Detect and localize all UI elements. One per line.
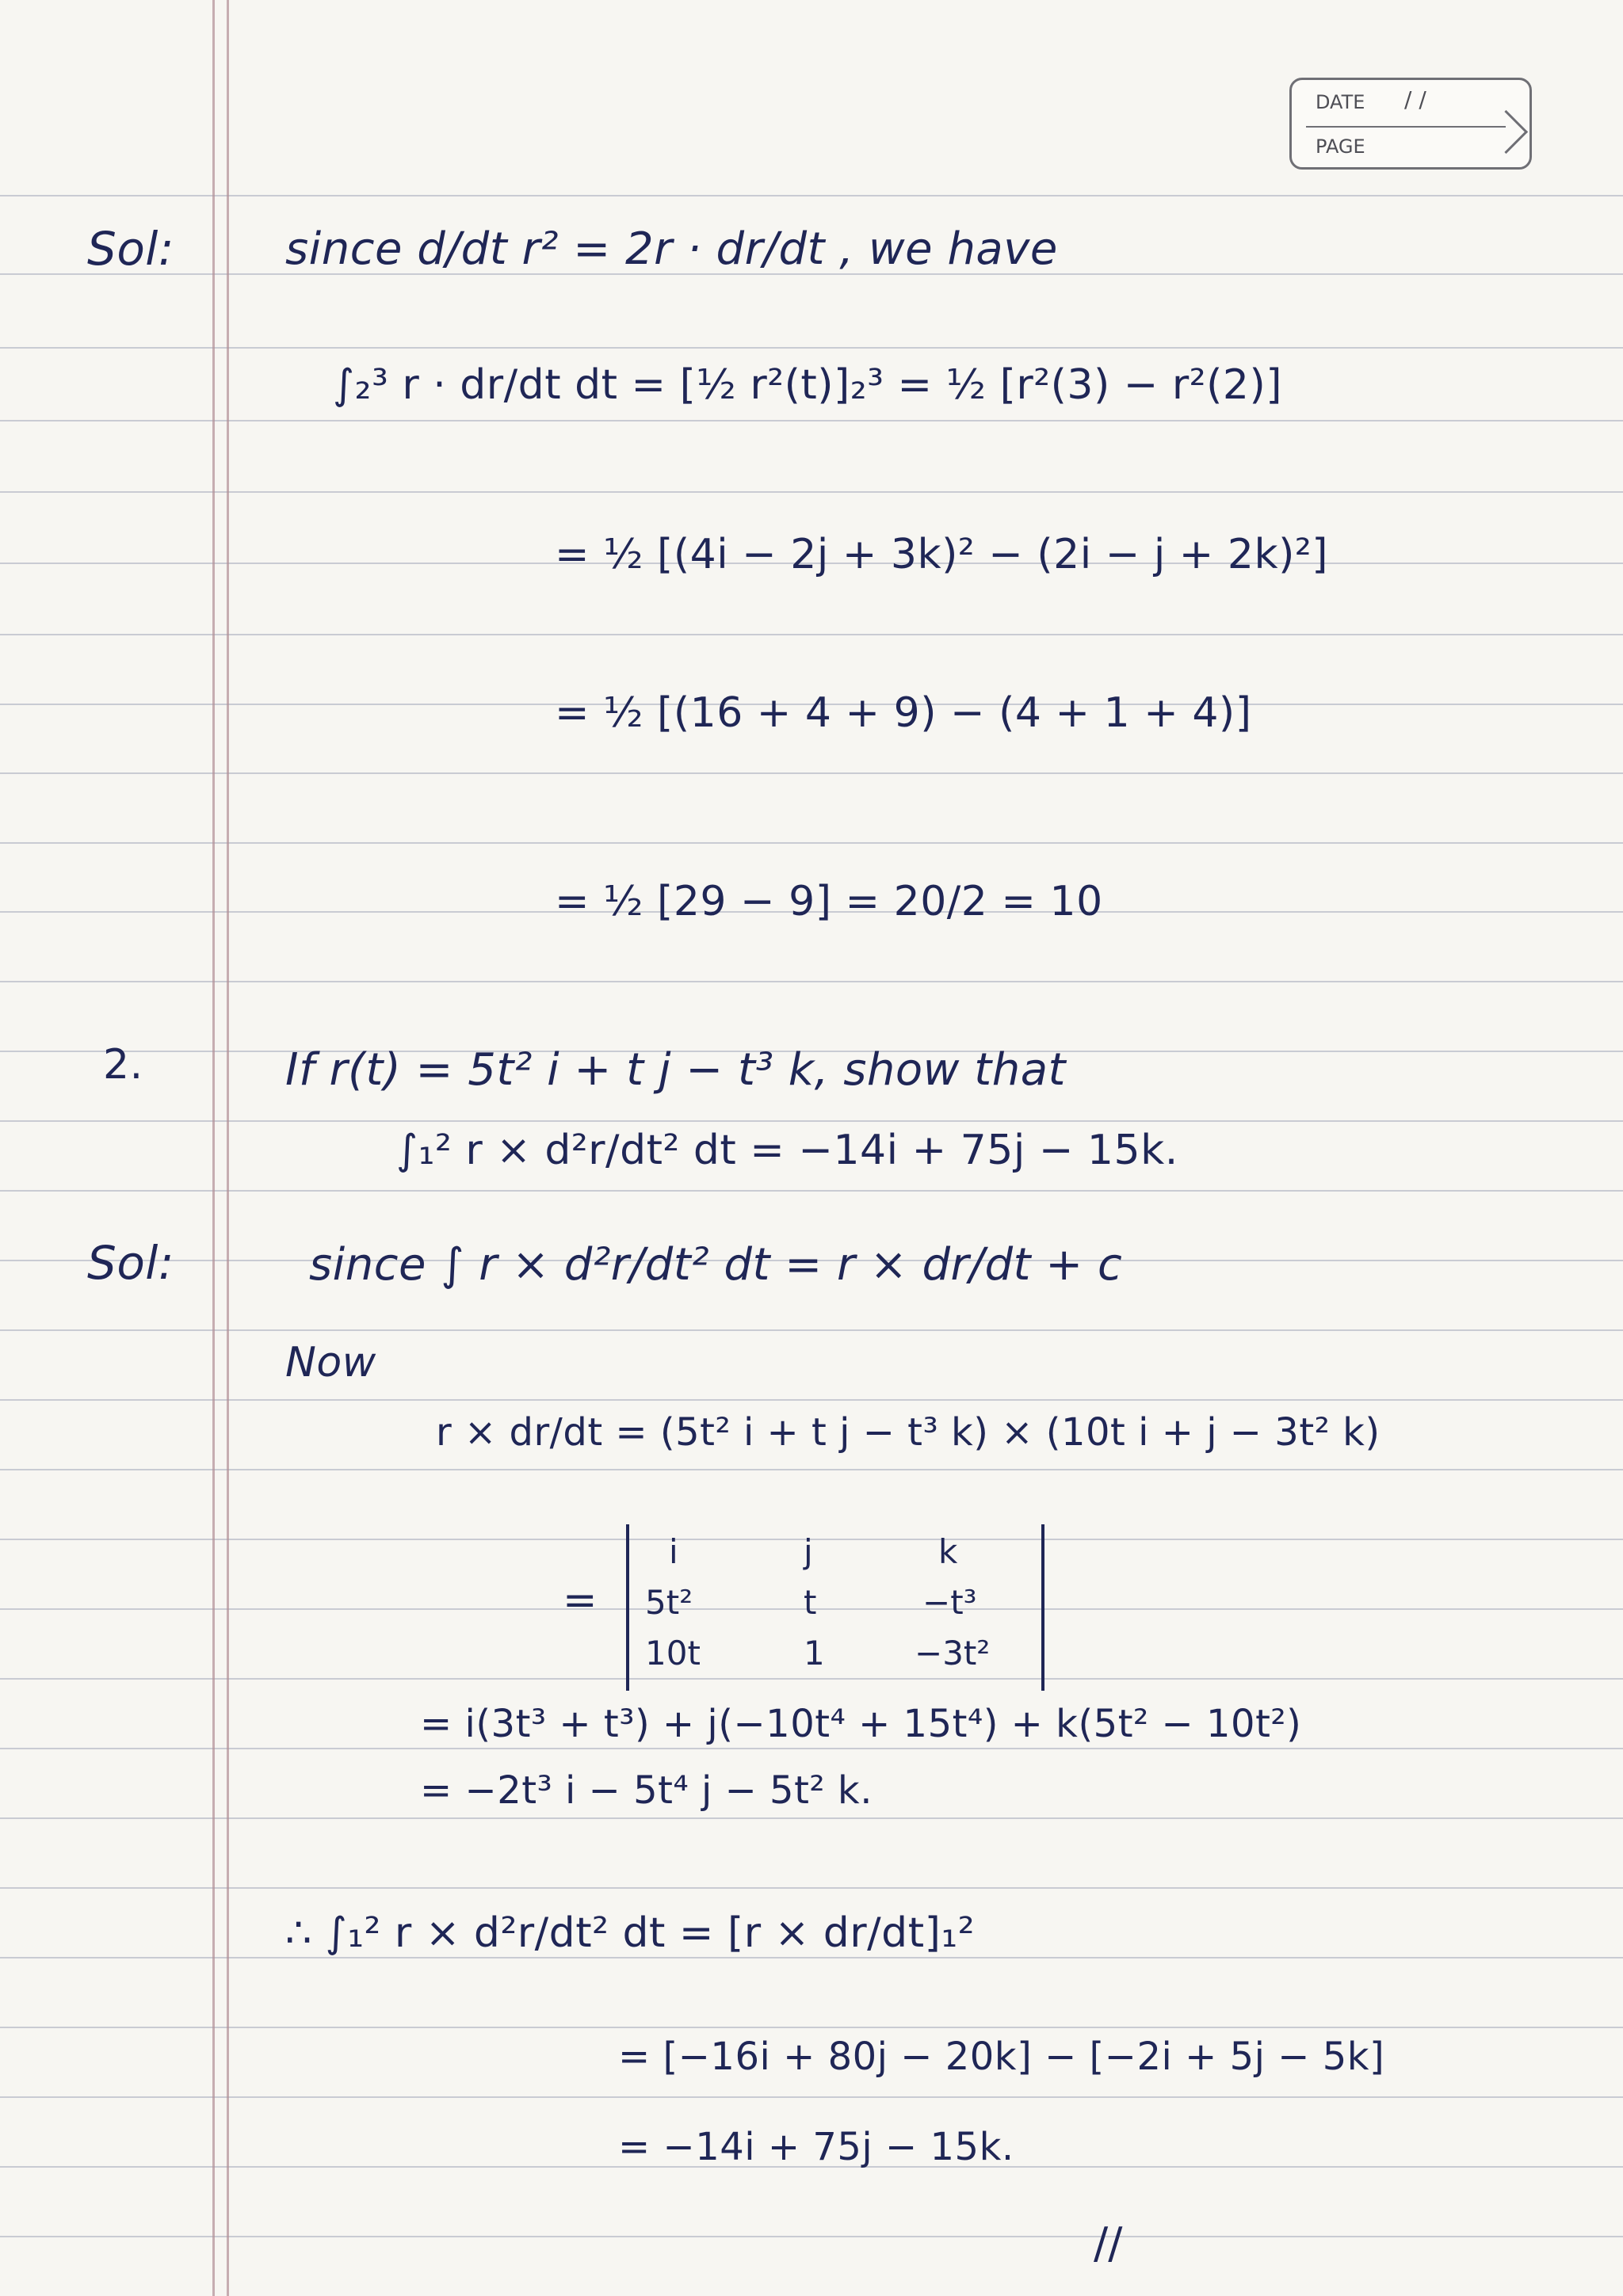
rule-line [0,772,1623,774]
header-divider [1306,126,1506,128]
page-corner-arrow-icon [1484,110,1528,154]
rule-line [0,2027,1623,2028]
rule-line [0,2236,1623,2237]
question-statement: If r(t) = 5t² i + t j − t³ k, show that [285,1044,1066,1096]
solution-line-9: = −2t³ i − 5t⁴ j − 5t² k. [420,1768,873,1813]
rule-line [0,420,1623,421]
det-cell: −3t² [915,1634,991,1672]
determinant-equals: = [563,1577,598,1624]
solution-line-7: r × dr/dt = (5t² i + t j − t³ k) × (10t i + j − 3t² k) [436,1410,1381,1455]
margin-line [212,0,215,2296]
end-mark: // [1094,2218,1123,2268]
rule-line [0,1748,1623,1749]
rule-line [0,981,1623,982]
rule-line [0,1887,1623,1889]
rule-line [0,491,1623,493]
det-cell: 5t² [645,1583,693,1622]
question-target: ∫₁² r × d²r/dt² dt = −14i + 75j − 15k. [396,1127,1178,1174]
rule-line [0,347,1623,349]
solution-label-1: Sol: [87,222,174,276]
rule-line [0,2096,1623,2098]
solution-line-4: = ½ [(16 + 4 + 9) − (4 + 1 + 4)] [555,689,1252,737]
det-cell: j [804,1532,813,1571]
solution-line-3: = ½ [(4i − 2j + 3k)² − (2i − j + 2k)²] [555,531,1329,578]
rule-line [0,195,1623,196]
now-label: Now [285,1339,376,1386]
page-label: PAGE [1316,135,1365,158]
solution-line-10: ∴ ∫₁² r × d²r/dt² dt = [r × dr/dt]₁² [285,1909,976,1957]
det-cell: i [669,1532,678,1571]
rule-line [0,842,1623,844]
det-cell: 10t [645,1634,701,1672]
solution-line-2: ∫₂³ r · dr/dt dt = [½ r²(t)]₂³ = ½ [r²(3) − r²(2)] [333,361,1283,409]
rule-line [0,1329,1623,1331]
margin-line [227,0,229,2296]
rule-line [0,1817,1623,1819]
determinant-matrix [626,1524,1044,1691]
question-number: 2. [103,1041,143,1089]
date-separators: / / [1404,86,1426,113]
solution-line-1: since d/dt r² = 2r · dr/dt , we have [285,223,1058,275]
solution-line-5: = ½ [29 − 9] = 20/2 = 10 [555,878,1103,925]
rule-line [0,1469,1623,1470]
solution-line-6: since ∫ r × d²r/dt² dt = r × dr/dt + c [309,1239,1123,1291]
rule-line [0,1120,1623,1122]
det-cell: 1 [804,1634,825,1672]
det-cell: k [938,1532,958,1571]
rule-line [0,634,1623,635]
det-cell: t [804,1583,817,1622]
date-label: DATE [1316,91,1365,113]
rule-line [0,1190,1623,1192]
rule-line [0,1399,1623,1401]
det-cell: −t³ [922,1583,977,1622]
solution-line-12: = −14i + 75j − 15k. [618,2125,1014,2169]
rule-line [0,1957,1623,1958]
solution-label-2: Sol: [87,1236,174,1290]
solution-line-11: = [−16i + 80j − 20k] − [−2i + 5j − 5k] [618,2035,1385,2079]
solution-line-8: = i(3t³ + t³) + j(−10t⁴ + 15t⁴) + k(5t² − 10t²) [420,1702,1302,1746]
date-page-box [1289,78,1532,170]
